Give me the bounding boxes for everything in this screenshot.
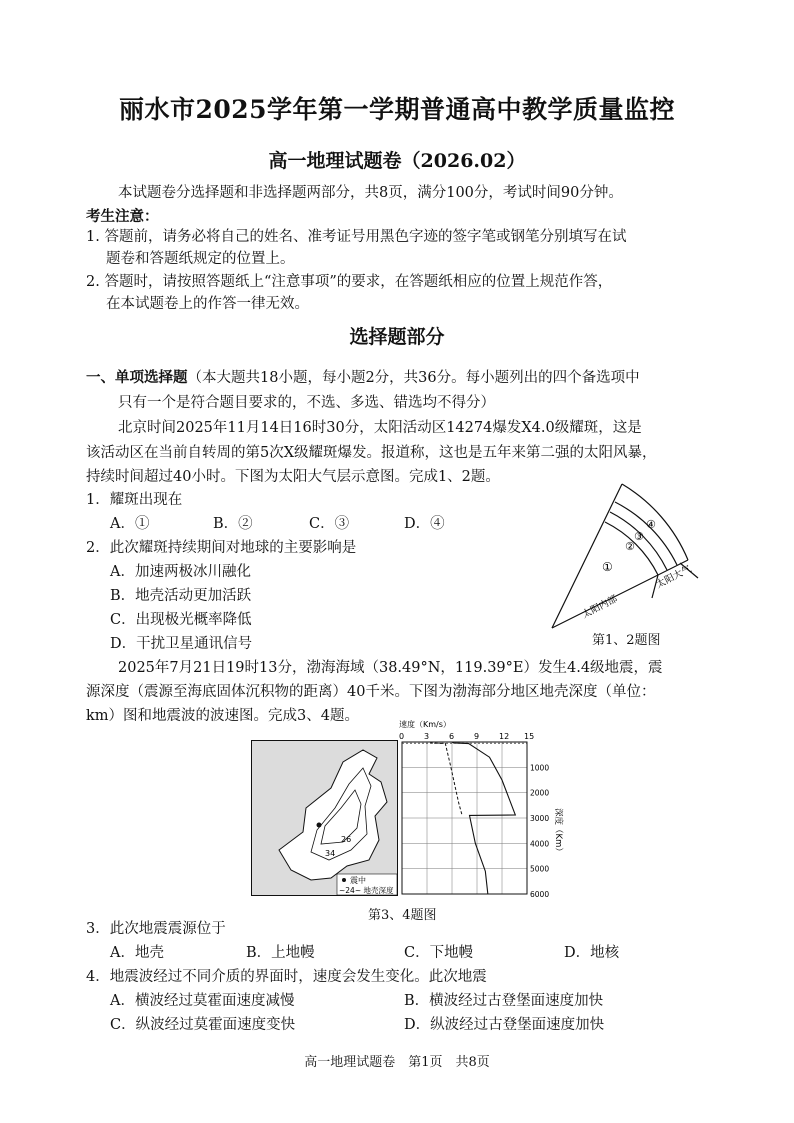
layer-label-2: ② xyxy=(625,540,635,553)
wedge-bottom-edge xyxy=(552,560,688,628)
x-tick-label: 3 xyxy=(424,732,430,741)
layer-label-3: ③ xyxy=(634,530,644,543)
q3-stem: 3．此次地震震源位于 xyxy=(86,921,226,937)
notice-1-line-1: 1. 答题前，请务必将自己的姓名、准考证号用黑色字迹的签字笔或钢笔分别填写在试 xyxy=(86,229,627,245)
q4-option-b[interactable]: B．横波经过古登堡面速度加快 xyxy=(404,993,604,1009)
sun-interior-label: 太阳内部 xyxy=(580,593,620,621)
x-tick-label: 15 xyxy=(524,732,535,741)
passage1-line3: 持续时间超过40小时。下图为太阳大气层示意图。完成1、2题。 xyxy=(86,469,500,485)
part1-desc-1: （本大题共18小题，每小题2分，共36分。每小题列出的四个备选项中 xyxy=(187,370,640,386)
bohai-crust-depth-map xyxy=(251,740,398,896)
intro-line: 本试题卷分选择题和非选择题两部分，共8页，满分100分，考试时间90分钟。 xyxy=(118,185,623,201)
notice-2-line-2: 在本试题卷上的作答一律无效。 xyxy=(106,296,309,312)
contour-label-34: 34 xyxy=(325,849,336,858)
part1-heading-line xyxy=(86,366,640,387)
exam-title: 丽水市2025学年第一学期普通高中教学质量监控 xyxy=(118,95,676,124)
exam-subtitle: 高一地理试题卷（2026.02） xyxy=(268,150,526,172)
layer-label-1: ① xyxy=(602,560,613,574)
q3-option-a[interactable]: A．地壳 xyxy=(110,945,164,961)
passage2-line1: 2025年7月21日19时13分，渤海海域（38.49°N，119.39°E）发生4.4级地震，震 xyxy=(118,660,663,676)
passage1-line2: 该活动区在当前自转周的第5次X级耀斑爆发。报道称，这也是五年来第二强的太阳风暴， xyxy=(86,445,657,461)
notice-2-line-1: 2. 答题时，请按照答题纸上“注意事项”的要求，在答题纸相应的位置上规范作答， xyxy=(86,274,613,290)
depth-axis-label: 深度（Km） xyxy=(553,808,563,856)
s-wave-curve xyxy=(430,742,462,815)
q1-option-d[interactable]: D．④ xyxy=(404,516,445,532)
fig2-caption: 第3、4题图 xyxy=(368,908,437,923)
q4-option-d[interactable]: D．纵波经过古登堡面速度加快 xyxy=(404,1017,605,1033)
epicenter-dot xyxy=(317,823,322,828)
q3-option-d[interactable]: D．地核 xyxy=(564,945,620,961)
passage2-line3: km）图和地震波的波速图。完成3、4题。 xyxy=(86,708,359,724)
q2-option-b[interactable]: B．地壳活动更加活跃 xyxy=(110,588,252,604)
q1-stem: 1．耀斑出现在 xyxy=(86,492,183,508)
q2-option-c[interactable]: C．出现极光概率降低 xyxy=(110,612,252,628)
q1-option-a[interactable]: A．① xyxy=(110,516,150,532)
x-tick-label: 12 xyxy=(499,732,510,741)
q2-option-d[interactable]: D．干扰卫星通讯信号 xyxy=(110,636,253,652)
x-tick-label: 9 xyxy=(474,732,480,741)
q3-option-c[interactable]: C．下地幔 xyxy=(404,945,474,961)
q2-stem: 2．此次耀斑持续期间对地球的主要影响是 xyxy=(86,540,357,556)
part1-desc-2: 只有一个是符合题目要求的，不选、多选、错选均不得分） xyxy=(118,395,495,411)
depth-tick-label: 6000 xyxy=(530,890,550,899)
speed-axis-label: 速度（Km/s） xyxy=(399,720,451,729)
sun-atmosphere-label: 太阳大气 xyxy=(654,563,694,591)
q4-option-a[interactable]: A．横波经过莫霍面速度减慢 xyxy=(110,993,295,1009)
q1-option-b[interactable]: B．② xyxy=(213,516,253,532)
q4-stem: 4．地震波经过不同介质的界面时，速度会发生变化。此次地震 xyxy=(86,969,487,985)
legend-contour: ~24~ 地壳深度 xyxy=(339,886,394,895)
notice-heading: 考生注意： xyxy=(86,208,159,225)
q2-option-a[interactable]: A．加速两极冰川融化 xyxy=(110,564,251,580)
page-footer: 高一地理试题卷 第1页 共8页 xyxy=(304,1055,490,1070)
part1-heading: 一、单项选择题 xyxy=(86,369,188,386)
section-title: 选择题部分 xyxy=(349,326,445,348)
notice-1-line-2: 题卷和答题纸规定的位置上。 xyxy=(106,251,295,267)
seismic-wave-speed-chart xyxy=(396,718,571,900)
q1-option-c[interactable]: C．③ xyxy=(309,516,350,532)
legend-epicenter: 震中 xyxy=(350,876,366,885)
passage1-line1: 北京时间2025年11月14日16时30分，太阳活动区14274爆发X4.0级耀斑，这是 xyxy=(118,420,642,436)
depth-tick-label: 5000 xyxy=(530,864,550,874)
layer-label-4: ④ xyxy=(646,518,656,531)
fig1-caption: 第1、2题图 xyxy=(592,633,661,648)
passage2-line2: 源深度（震源至海底固体沉积物的距离）40千米。下图为渤海部分地区地壳深度（单位： xyxy=(86,684,656,700)
depth-tick-label: 4000 xyxy=(530,839,550,849)
depth-tick-label: 2000 xyxy=(530,788,550,798)
contour-label-26: 26 xyxy=(341,835,352,844)
depth-tick-label: 3000 xyxy=(530,814,550,823)
q3-option-b[interactable]: B．上地幔 xyxy=(246,945,315,961)
sun-atmosphere-diagram xyxy=(540,478,715,638)
q4-option-c[interactable]: C．纵波经过莫霍面速度变快 xyxy=(110,1017,296,1033)
depth-tick-label: 1000 xyxy=(530,763,550,773)
x-tick-label: 0 xyxy=(399,732,405,741)
x-tick-label: 6 xyxy=(449,732,455,741)
